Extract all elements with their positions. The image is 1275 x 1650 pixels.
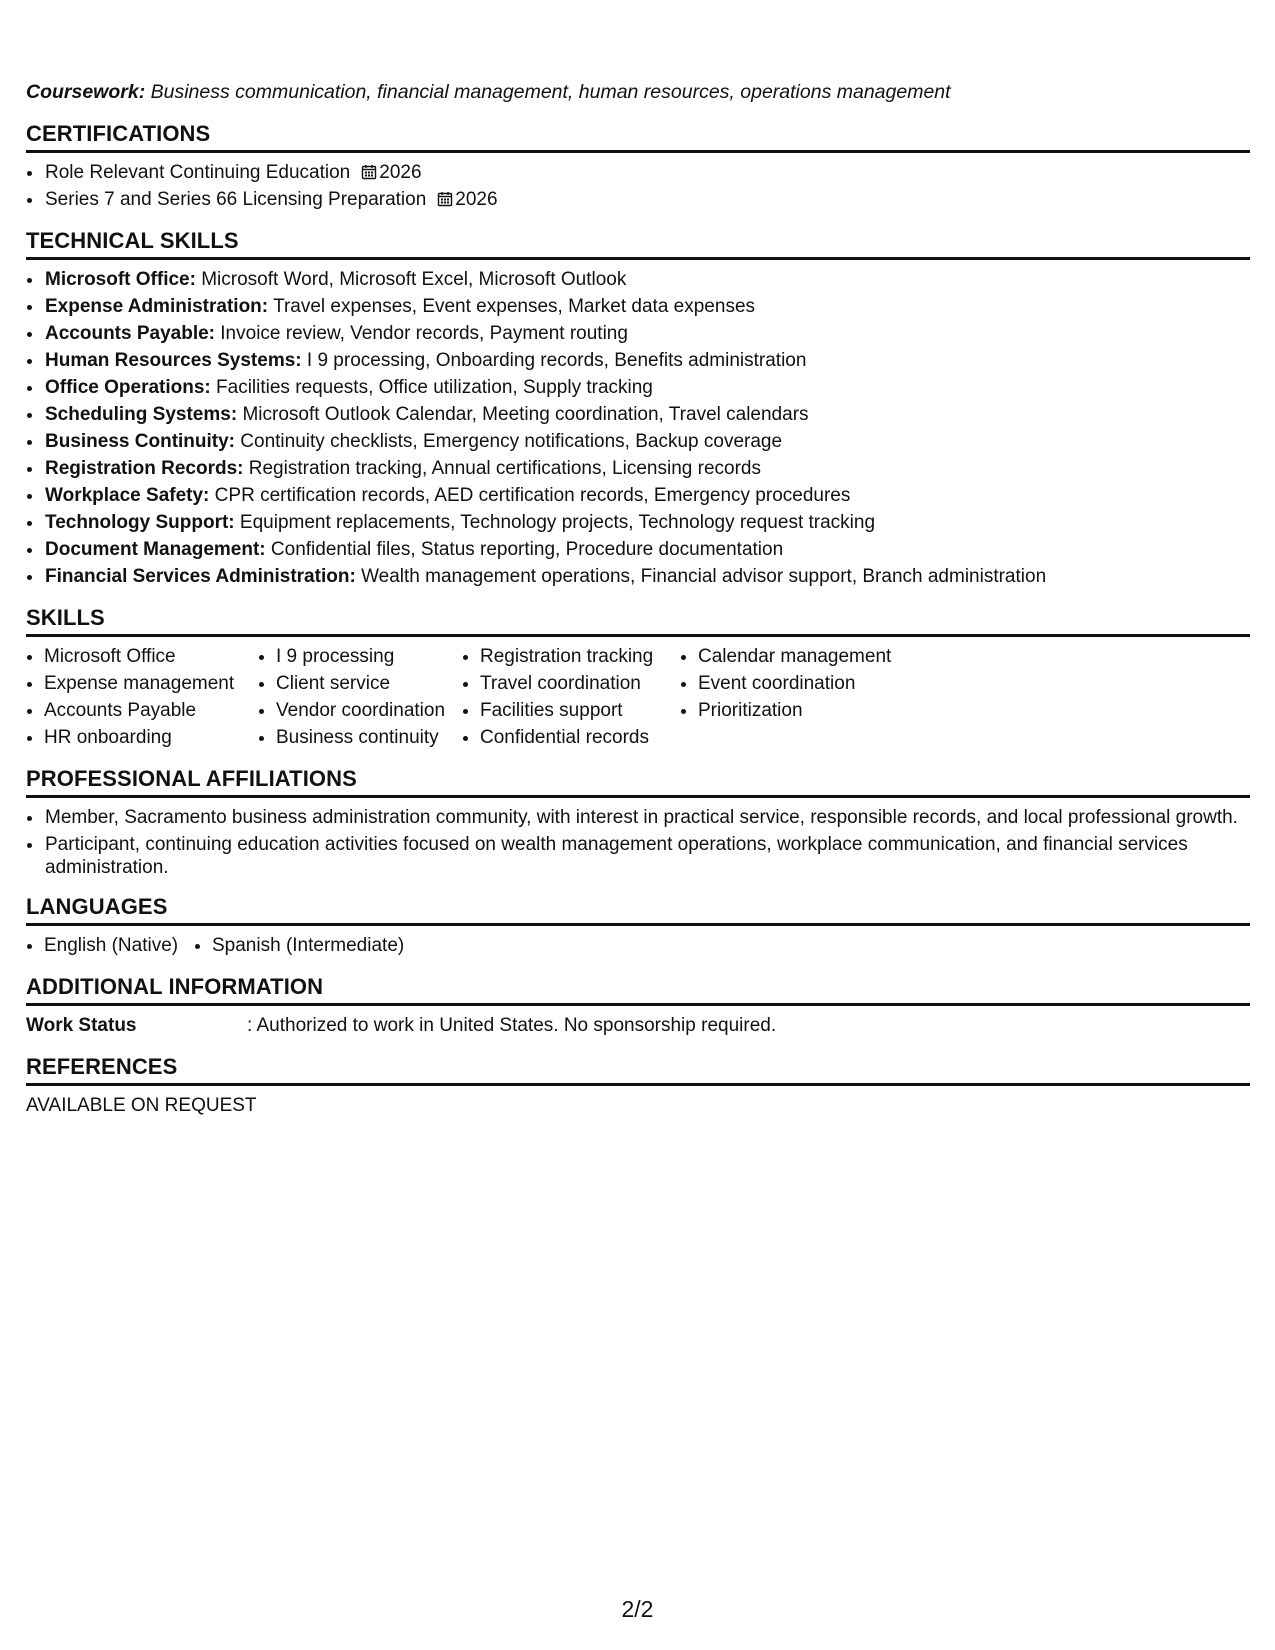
skill-item: • Accounts Payable [44, 697, 258, 724]
technical-skill-label: Registration Records: [45, 458, 244, 479]
section-title-languages: LANGUAGES [26, 893, 1250, 926]
affiliations-list [26, 804, 1250, 879]
skills-grid [26, 643, 1250, 751]
references-section [26, 1053, 1250, 1119]
skill-item: • Event coordination [698, 670, 918, 697]
skill-item: • Expense management [44, 670, 258, 697]
languages-list [26, 932, 1250, 959]
certification-item [44, 159, 1250, 186]
technical-skill-item [44, 401, 1250, 428]
technical-skill-label: Expense Administration: [45, 296, 269, 317]
skills-column [258, 643, 462, 751]
technical-skill-item [44, 266, 1250, 293]
technical-skill-text: Invoice review, Vendor records, Payment routing [220, 323, 628, 344]
technical-skill-label: Scheduling Systems: [45, 404, 238, 425]
work-status-label: Work Status [26, 1015, 137, 1036]
skill-item: • Facilities support [480, 697, 680, 724]
skill-item: • Travel coordination [480, 670, 680, 697]
languages-column [26, 932, 194, 959]
technical-skill-label: Workplace Safety: [45, 485, 210, 506]
technical-skill-text: Continuity checklists, Emergency notifications, Backup coverage [240, 431, 783, 452]
technical-skill-text: Wealth management operations, Financial advisor support, Branch administration [361, 566, 1047, 587]
technical-skill-text: Travel expenses, Event expenses, Market data expenses [273, 296, 756, 317]
technical-skill-item [44, 374, 1250, 401]
language-item: • Spanish (Intermediate) [212, 932, 404, 959]
certification-name: Series 7 and Series 66 Licensing Preparation [45, 189, 427, 210]
technical-skill-label: Accounts Payable: [45, 323, 215, 344]
skills-column [26, 643, 258, 751]
technical-skill-text: Microsoft Outlook Calendar, Meeting coordination, Travel calendars [242, 404, 809, 425]
affiliations-section [26, 765, 1250, 879]
section-title-skills: SKILLS [26, 604, 1250, 637]
skill-item: • HR onboarding [44, 724, 258, 751]
technical-skill-label: Microsoft Office: [45, 269, 196, 290]
technical-skill-item [44, 293, 1250, 320]
additional-information-section [26, 973, 1250, 1039]
technical-skills-section [26, 227, 1250, 590]
technical-skill-label: Human Resources Systems: [45, 350, 302, 371]
affiliation-item: • Participant, continuing education activities focused on wealth management operations, workplace communication, and financial services administration. [44, 833, 1250, 879]
section-title-additional-information: ADDITIONAL INFORMATION [26, 973, 1250, 1006]
calendar-icon [437, 191, 453, 207]
language-item: • English (Native) [44, 932, 194, 959]
certification-name: Role Relevant Continuing Education [45, 162, 351, 183]
certifications-list [26, 159, 1250, 213]
technical-skill-text: I 9 processing, Onboarding records, Benefits administration [306, 350, 807, 371]
technical-skill-text: Facilities requests, Office utilization, Supply tracking [216, 377, 653, 398]
technical-skill-label: Office Operations: [45, 377, 211, 398]
work-status-row [26, 1012, 1250, 1039]
technical-skill-item [44, 320, 1250, 347]
skill-item: • Vendor coordination [276, 697, 462, 724]
skill-item: • Microsoft Office [44, 643, 258, 670]
technical-skill-text: Equipment replacements, Technology projects, Technology request tracking [239, 512, 876, 533]
technical-skill-item [44, 455, 1250, 482]
technical-skill-label: Technology Support: [45, 512, 235, 533]
affiliation-item: • Member, Sacramento business administration community, with interest in practical service, responsible records, and local professional growth. [44, 804, 1250, 831]
coursework-label: Coursework: [26, 81, 146, 103]
skills-column [680, 643, 918, 751]
technical-skill-text: Confidential files, Status reporting, Procedure documentation [270, 539, 784, 560]
technical-skill-label: Financial Services Administration: [45, 566, 356, 587]
technical-skill-label: Business Continuity: [45, 431, 236, 452]
languages-section [26, 893, 1250, 959]
skill-item: • Prioritization [698, 697, 918, 724]
technical-skill-item [44, 509, 1250, 536]
work-status-value: : Authorized to work in United States. No sponsorship required. [247, 1015, 777, 1036]
section-title-affiliations: PROFESSIONAL AFFILIATIONS [26, 765, 1250, 798]
section-title-technical-skills: TECHNICAL SKILLS [26, 227, 1250, 260]
technical-skill-text: Microsoft Word, Microsoft Excel, Microsoft Outlook [201, 269, 627, 290]
technical-skill-text: Registration tracking, Annual certifications, Licensing records [248, 458, 761, 479]
technical-skill-text: CPR certification records, AED certification records, Emergency procedures [214, 485, 851, 506]
skill-item: • Calendar management [698, 643, 918, 670]
certification-year: 2026 [455, 189, 498, 210]
skill-item: • I 9 processing [276, 643, 462, 670]
technical-skill-item [44, 563, 1250, 590]
certification-item [44, 186, 1250, 213]
skill-item: • Client service [276, 670, 462, 697]
technical-skill-item [44, 428, 1250, 455]
references-text: AVAILABLE ON REQUEST [26, 1095, 257, 1116]
technical-skill-item [44, 482, 1250, 509]
skills-section [26, 604, 1250, 751]
skill-item: • Registration tracking [480, 643, 680, 670]
skills-column [462, 643, 680, 751]
technical-skill-label: Document Management: [45, 539, 266, 560]
section-title-references: REFERENCES [26, 1053, 1250, 1086]
skill-item: • Confidential records [480, 724, 680, 751]
coursework-text: Business communication, financial management, human resources, operations management [150, 81, 951, 103]
section-title-certifications: CERTIFICATIONS [26, 120, 1250, 153]
skill-item: • Business continuity [276, 724, 462, 751]
technical-skill-item [44, 536, 1250, 563]
certification-year: 2026 [379, 162, 422, 183]
technical-skill-item [44, 347, 1250, 374]
resume-page [26, 78, 1250, 1133]
calendar-icon [361, 164, 377, 180]
languages-column [194, 932, 404, 959]
coursework-line [26, 78, 1250, 106]
certifications-section [26, 120, 1250, 213]
technical-skills-list [26, 266, 1250, 590]
page-number: 2/2 [621, 1596, 654, 1622]
